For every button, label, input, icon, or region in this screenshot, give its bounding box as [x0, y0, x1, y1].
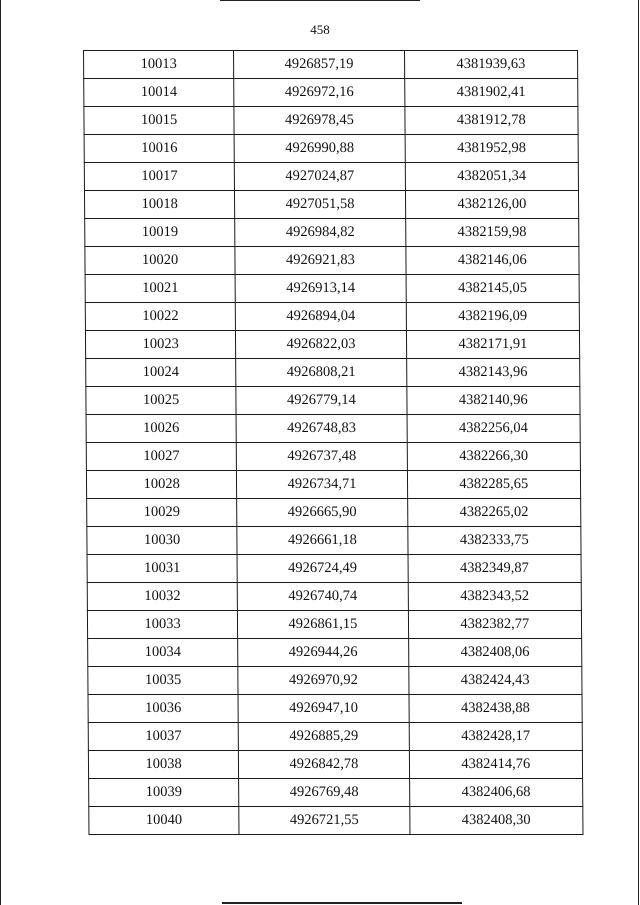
x-coordinate-cell: 4926724,49: [237, 555, 408, 583]
y-coordinate-cell: 4382126,00: [405, 191, 579, 219]
table-row: [88, 695, 582, 723]
x-coordinate-cell: 4926737,48: [237, 443, 408, 471]
x-coordinate-cell: 4926894,04: [236, 303, 407, 331]
point-id-cell: 10034: [88, 639, 238, 667]
point-id-cell: 10017: [84, 163, 234, 191]
point-id-cell: 10038: [88, 751, 238, 779]
x-coordinate-cell: 4926944,26: [238, 639, 409, 667]
x-coordinate-cell: 4926748,83: [236, 415, 407, 443]
table-row: [88, 751, 582, 779]
x-coordinate-cell: 4926972,16: [234, 79, 405, 107]
page-number: 458: [310, 22, 330, 37]
x-coordinate-cell: 4927024,87: [235, 163, 406, 191]
coordinates-table: [83, 50, 583, 835]
y-coordinate-cell: 4381952,98: [405, 135, 579, 163]
table-row: [84, 135, 578, 163]
x-coordinate-cell: 4927051,58: [235, 191, 406, 219]
table-row: [88, 723, 582, 751]
y-coordinate-cell: 4382343,52: [408, 583, 582, 611]
scan-edge-top: [220, 0, 420, 1]
point-id-cell: 10033: [87, 611, 237, 639]
point-id-cell: 10024: [86, 359, 236, 387]
x-coordinate-cell: 4926779,14: [236, 387, 407, 415]
y-coordinate-cell: 4382196,09: [406, 303, 580, 331]
point-id-cell: 10035: [88, 667, 238, 695]
table-row: [85, 247, 579, 275]
table-row: [86, 471, 580, 499]
y-coordinate-cell: 4382408,06: [408, 639, 582, 667]
y-coordinate-cell: 4381912,78: [405, 107, 579, 135]
y-coordinate-cell: 4382146,06: [406, 247, 580, 275]
point-id-cell: 10022: [85, 303, 235, 331]
table-row: [87, 499, 581, 527]
table-row: [87, 555, 581, 583]
x-coordinate-cell: 4926947,10: [238, 695, 409, 723]
y-coordinate-cell: 4381902,41: [404, 79, 578, 107]
point-id-cell: 10021: [85, 275, 235, 303]
table-row: [86, 387, 580, 415]
y-coordinate-cell: 4382051,34: [405, 163, 579, 191]
y-coordinate-cell: 4382145,05: [406, 275, 580, 303]
point-id-cell: 10015: [84, 107, 234, 135]
table-row: [87, 527, 581, 555]
x-coordinate-cell: 4926970,92: [238, 667, 409, 695]
table-row: [85, 331, 579, 359]
table-row: [88, 639, 582, 667]
table-row: [86, 443, 580, 471]
point-id-cell: 10030: [87, 527, 237, 555]
table-row: [87, 583, 581, 611]
point-id-cell: 10036: [88, 695, 238, 723]
x-coordinate-cell: 4926978,45: [234, 107, 405, 135]
table-row: [89, 807, 583, 835]
y-coordinate-cell: 4382159,98: [405, 219, 579, 247]
y-coordinate-cell: 4382406,68: [409, 779, 583, 807]
y-coordinate-cell: 4382408,30: [409, 807, 583, 835]
point-id-cell: 10032: [87, 583, 237, 611]
point-id-cell: 10028: [86, 471, 236, 499]
table-row: [85, 219, 579, 247]
table-row: [88, 667, 582, 695]
scan-edge-right: [638, 0, 639, 905]
x-coordinate-cell: 4926734,71: [237, 471, 408, 499]
point-id-cell: 10039: [89, 779, 239, 807]
point-id-cell: 10029: [87, 499, 237, 527]
scan-edge-bottom: [222, 902, 462, 904]
y-coordinate-cell: 4382143,96: [406, 359, 580, 387]
table-row: [85, 303, 579, 331]
point-id-cell: 10040: [89, 807, 239, 835]
x-coordinate-cell: 4926857,19: [234, 51, 405, 79]
y-coordinate-cell: 4382171,91: [406, 331, 580, 359]
point-id-cell: 10037: [88, 723, 238, 751]
table-row: [84, 79, 578, 107]
x-coordinate-cell: 4926769,48: [239, 779, 410, 807]
point-id-cell: 10014: [84, 79, 234, 107]
y-coordinate-cell: 4381939,63: [404, 51, 578, 79]
x-coordinate-cell: 4926885,29: [238, 723, 409, 751]
table-row: [85, 275, 579, 303]
y-coordinate-cell: 4382333,75: [407, 527, 581, 555]
point-id-cell: 10023: [85, 331, 235, 359]
x-coordinate-cell: 4926921,83: [235, 247, 406, 275]
y-coordinate-cell: 4382438,88: [409, 695, 583, 723]
table-row: [89, 779, 583, 807]
x-coordinate-cell: 4926721,55: [239, 807, 410, 835]
x-coordinate-cell: 4926990,88: [234, 135, 405, 163]
y-coordinate-cell: 4382349,87: [408, 555, 582, 583]
x-coordinate-cell: 4926984,82: [235, 219, 406, 247]
y-coordinate-cell: 4382414,76: [409, 751, 583, 779]
x-coordinate-cell: 4926861,15: [238, 611, 409, 639]
table-row: [86, 415, 580, 443]
x-coordinate-cell: 4926665,90: [237, 499, 408, 527]
y-coordinate-cell: 4382428,17: [409, 723, 583, 751]
x-coordinate-cell: 4926808,21: [236, 359, 407, 387]
point-id-cell: 10013: [84, 51, 234, 79]
y-coordinate-cell: 4382424,43: [408, 667, 582, 695]
point-id-cell: 10018: [84, 191, 234, 219]
table-row: [87, 611, 581, 639]
x-coordinate-cell: 4926913,14: [235, 275, 406, 303]
x-coordinate-cell: 4926661,18: [237, 527, 408, 555]
coordinates-table-body: [84, 51, 583, 835]
point-id-cell: 10026: [86, 415, 236, 443]
table-row: [84, 191, 578, 219]
x-coordinate-cell: 4926822,03: [236, 331, 407, 359]
x-coordinate-cell: 4926842,78: [239, 751, 410, 779]
point-id-cell: 10025: [86, 387, 236, 415]
y-coordinate-cell: 4382382,77: [408, 611, 582, 639]
point-id-cell: 10019: [85, 219, 235, 247]
table-row: [84, 51, 578, 79]
y-coordinate-cell: 4382256,04: [407, 415, 581, 443]
point-id-cell: 10020: [85, 247, 235, 275]
point-id-cell: 10027: [86, 443, 236, 471]
table-row: [84, 107, 578, 135]
scan-edge-left: [0, 0, 1, 905]
x-coordinate-cell: 4926740,74: [237, 583, 408, 611]
y-coordinate-cell: 4382285,65: [407, 471, 581, 499]
y-coordinate-cell: 4382140,96: [406, 387, 580, 415]
table-row: [86, 359, 580, 387]
y-coordinate-cell: 4382265,02: [407, 499, 581, 527]
point-id-cell: 10016: [84, 135, 234, 163]
table-row: [84, 163, 578, 191]
y-coordinate-cell: 4382266,30: [407, 443, 581, 471]
point-id-cell: 10031: [87, 555, 237, 583]
